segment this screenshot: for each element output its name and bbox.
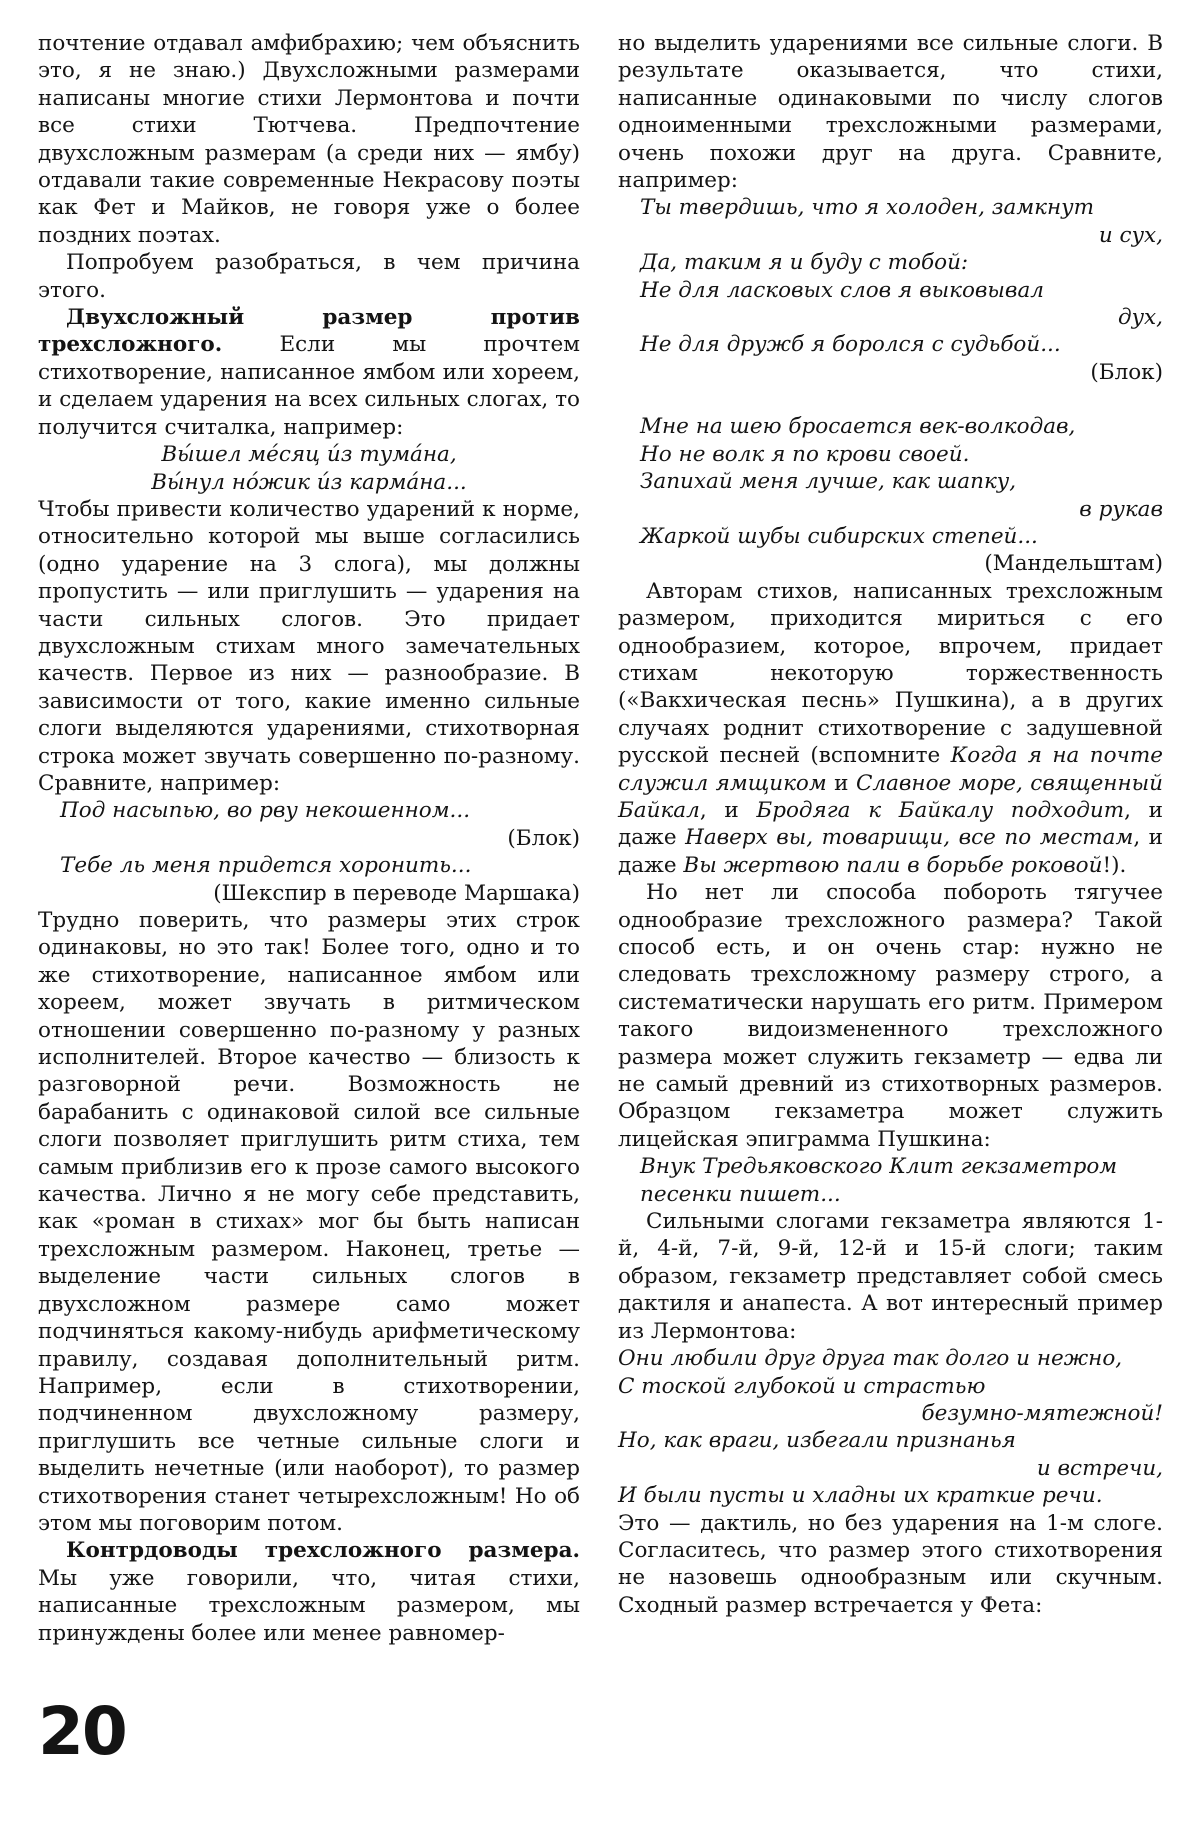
- verse-line: в рукав: [1079, 496, 1163, 522]
- verse-line: С тоской глубокой и страстью: [618, 1373, 986, 1399]
- verse-line: Да, таким я и буду с тобой:: [640, 250, 969, 276]
- verse-line: Но не волк я по крови своей.: [640, 441, 970, 467]
- verse-attribution: (Шекспир в переводе Маршака): [213, 880, 580, 906]
- paragraph: Авторам стихов, написанных трехсложным размером, приходится мириться с его однообразием, которое, впрочем, придает стихам некоторую торжественность («Вакхическая песнь» Пушкина), а в других случаях роднит стихотворение с задушевной русской песней (вспомните Когда я на почте служил ямщиком и Славное море, священный Байкал, и Бродяга к Байкалу подходит, и даже Наверх вы, товарищи, все по местам, и даже Вы жертвою пали в борьбе роковой!).: [618, 578, 1164, 878]
- verse-line: Под насыпью, во рву некошенном...: [60, 798, 471, 824]
- verse-line: Они любили друг друга так долго и нежно,: [618, 1346, 1123, 1372]
- verse-line: Ты твердишь, что я холоден, замкнут: [640, 195, 1095, 221]
- paragraph: [38, 304, 580, 441]
- verse-line: Не для ласковых слов я выковывал: [640, 277, 1044, 303]
- paragraph: [38, 1537, 580, 1647]
- verse-attribution: (Блок): [1090, 359, 1163, 385]
- page-number: 20: [38, 1693, 126, 1770]
- verse-line: Жаркой шубы сибирских степей...: [640, 523, 1038, 549]
- verse-line: Не для дружб я боролся с судьбой...: [640, 332, 1061, 358]
- paragraph-text: Если мы прочтем стихотворение, написанное ямбом или хореем, и сделаем ударения на всех сильных слогах, то получится считалка, например:: [38, 332, 580, 440]
- verse-line: безумно-мятежной!: [921, 1400, 1163, 1426]
- verse-quote-blok: [618, 194, 1163, 386]
- verse-attribution: (Блок): [507, 825, 580, 851]
- verse-quote: [38, 797, 580, 907]
- song-title: Бродяга к Байкалу подходит: [756, 797, 1125, 823]
- verse-line: Запихай меня лучше, как шапку,: [640, 469, 1017, 495]
- right-column: [618, 30, 1163, 1619]
- verse-attribution: (Мандельштам): [984, 551, 1163, 577]
- left-column: [38, 30, 580, 1647]
- song-title: Наверх вы, товарищи, все по местам: [685, 825, 1134, 851]
- verse-line: Но, как враги, избегали признанья: [618, 1428, 1016, 1454]
- section-heading: Контрдоводы трехсложного размера.: [66, 1538, 580, 1564]
- paragraph: Это — дактиль, но без ударения на 1-м слоге. Согласитесь, что размер этого стихотворения не назовешь однообразным или скучным. Сходный размер встречается у Фета:: [618, 1510, 1163, 1618]
- song-title: Вы жертвою пали в борьбе роковой: [683, 852, 1103, 878]
- verse-line: И были пусты и хладны их краткие речи.: [618, 1483, 1103, 1509]
- verse-line: и встречи,: [1036, 1455, 1163, 1481]
- verse-quote: [38, 441, 580, 496]
- verse-line: Вы́нул но́жик и́з карма́на...: [151, 469, 467, 495]
- paragraph: Попробуем разобраться, в чем причина этого.: [38, 250, 580, 303]
- verse-line: и сух,: [1098, 222, 1163, 248]
- song-title: Когда я на почте служил ямщиком: [618, 743, 1164, 796]
- verse-line: Мне на шею бросается век-волкодав,: [640, 414, 1076, 440]
- verse-quote-mandelstam: [618, 413, 1163, 577]
- paragraph: Трудно поверить, что размеры этих строк одинаковы, но это так! Более того, одно и то же стихотворение, написанное ямбом или хореем, может звучать в ритмическом отношении совершенно по-разному у разных исполнителей. Второе качество — близость к разговорной речи. Возможность не барабанить с одинаковой силой все сильные слоги позволяет приглушить ритм стиха, тем самым приблизив его к прозе самого высокого качества. Лично я не могу себе представить, как «роман в стихах» мог бы быть написан трехсложным размером. Наконец, третье — выделение части сильных слогов в двухсложном размере само может подчиняться какому-нибудь арифметическому правилу, создавая дополнительный ритм. Например, если в стихотворении, подчиненном двухсложному размеру, приглушить все четные сильные слоги и выделить нечетные (или наоборот), то размер стихотворения станет четырехсложным! Но об этом мы поговорим потом.: [38, 908, 580, 1536]
- paragraph: Но нет ли способа побороть тягучее однообразие трехсложного размера? Такой способ есть, и он очень стар: нужно не следовать трехсложному размеру строго, а систематически нарушать его ритм. Примером такого видоизмененного трехсложного размера может служить гекзаметр — едва ли не самый древний из стихотворных размеров. Образцом гекзаметра может служить лицейская эпиграмма Пушкина:: [618, 880, 1163, 1152]
- verse-line: Внук Тредьяковского Клит гекзаметром: [640, 1154, 1118, 1180]
- verse-line: Вы́шел ме́сяц и́з тума́на,: [161, 442, 457, 468]
- paragraph: но выделить ударениями все сильные слоги. В результате оказывается, что стихи, написанные одинаковыми по числу слогов одноименными трехсложными размерами, очень похожи друг на друга. Сравните, например:: [618, 31, 1163, 194]
- verse-line: дух,: [1117, 305, 1163, 331]
- paragraph: Чтобы привести количество ударений к норме, относительно которой мы выше согласились (одно ударение на 3 слога), мы должны пропустить — или приглушить — ударения на части сильных слогов. Это придает двухсложным стихам много замечательных качеств. Первое из них — разнообразие. В зависимости от того, какие именно сильные слоги выделяются ударениями, стихотворная строка может звучать совершенно по-разному. Сравните, например:: [38, 496, 580, 796]
- section-heading: Двухсложный размер против трехсложного.: [38, 305, 580, 358]
- paragraph-text: Мы уже говорили, что, читая стихи, написанные трехсложным размером, мы принуждены более или менее равномер-: [38, 1565, 580, 1646]
- verse-line: Тебе ль меня придется хоронить...: [60, 853, 472, 879]
- verse-line: песенки пишет...: [640, 1181, 841, 1207]
- paragraph: почтение отдавал амфибрахию; чем объяснить это, я не знаю.) Двухсложными размерами написаны многие стихи Лермонтова и почти все стихи Тютчева. Предпочтение двухсложным размерам (а среди них — ямбу) отдавали такие современные Некрасову поэты как Фет и Майков, не говоря уже о более поздних поэтах.: [38, 31, 580, 248]
- song-title: Славное море, священный Байкал: [618, 770, 1163, 823]
- paragraph: Сильными слогами гекзаметра являются 1-й, 4-й, 7-й, 9-й, 12-й и 15-й слоги; таким образом, гекзаметр представляет собой смесь дактиля и анапеста. А вот интересный пример из Лермонтова:: [618, 1209, 1163, 1344]
- verse-quote-pushkin: [618, 1153, 1163, 1208]
- verse-quote-lermontov: [618, 1345, 1163, 1509]
